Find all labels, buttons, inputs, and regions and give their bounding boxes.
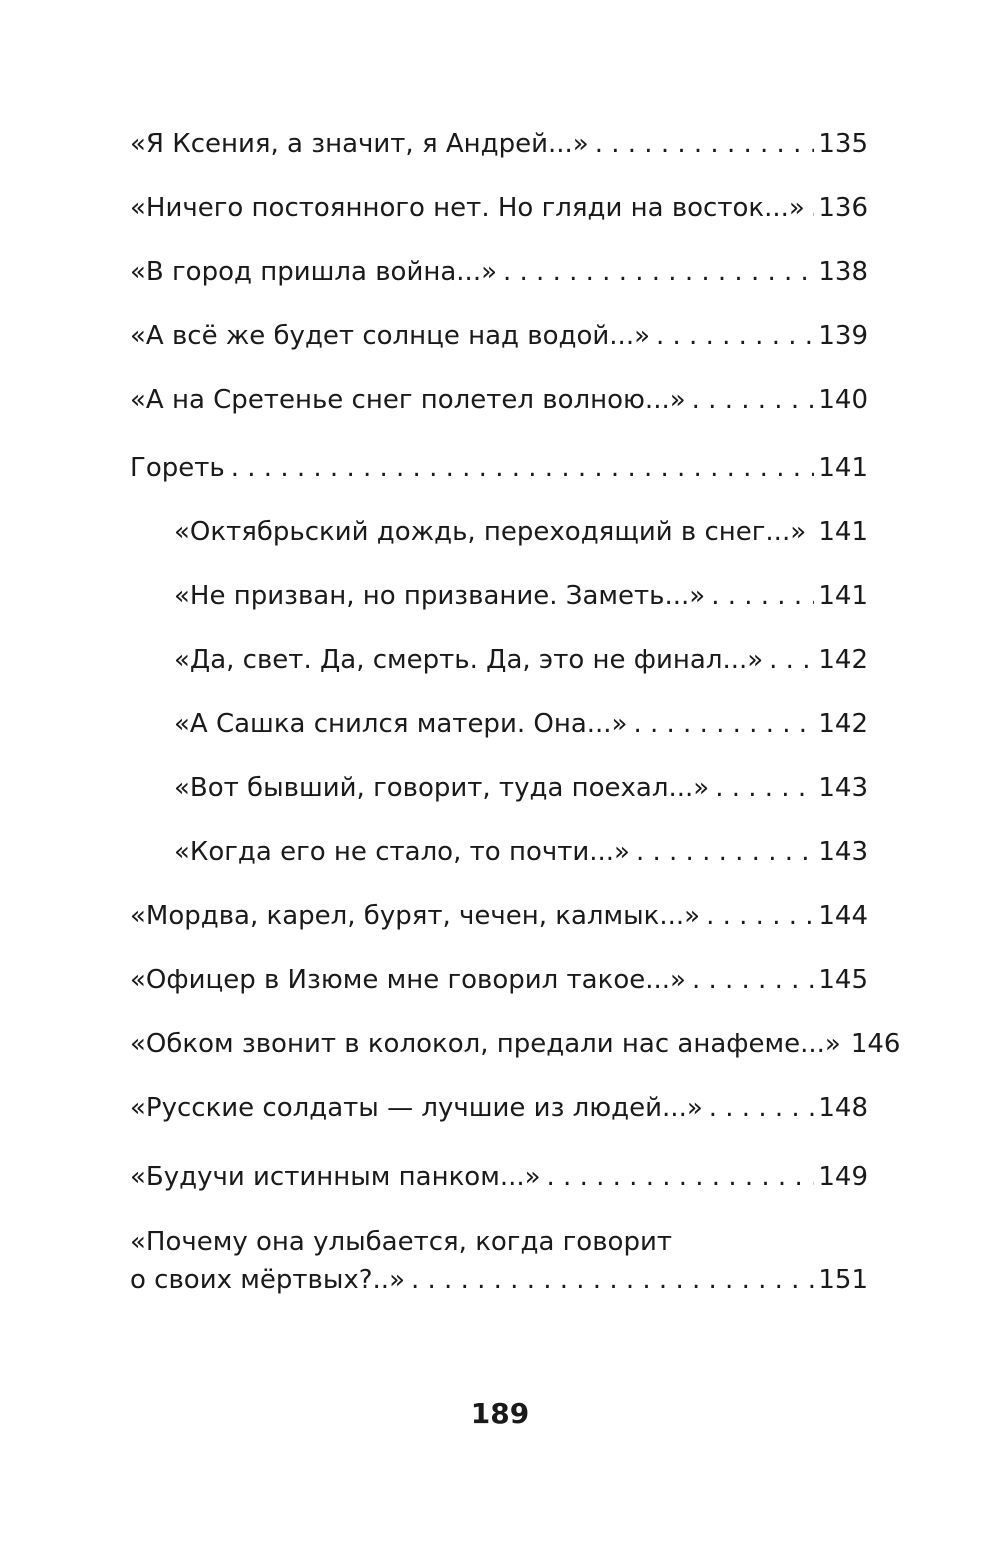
dot-leader [503, 252, 814, 292]
dot-leader [711, 576, 814, 616]
dot-leader [811, 188, 815, 228]
dot-leader [769, 640, 814, 680]
toc-entry-title: «Обком звонит в колокол, предали нас анафеме...» [130, 1029, 841, 1059]
toc-entry-page: 142 [818, 645, 868, 675]
toc-entry-page: 135 [818, 129, 868, 159]
toc-entry-page: 141 [818, 581, 868, 611]
dot-leader [595, 124, 815, 164]
toc-entry-title: «Будучи истинным панком...» [130, 1162, 541, 1192]
toc-entry[interactable] [130, 252, 868, 292]
dot-leader [411, 1260, 814, 1300]
toc-entry[interactable] [130, 1024, 901, 1064]
dot-leader [812, 512, 814, 552]
toc-entry-page: 138 [818, 257, 868, 287]
toc-entry-title: «В город пришла война...» [130, 257, 497, 287]
toc-entry-page: 142 [818, 709, 868, 739]
toc-entry-title: «Да, свет. Да, смерть. Да, это не финал...» [174, 645, 764, 675]
dot-leader [656, 316, 814, 356]
toc-entry-page: 143 [818, 837, 868, 867]
toc-entry-title: «Русские солдаты — лучшие из людей...» [130, 1093, 703, 1123]
toc-entry-page: 141 [818, 453, 868, 483]
dot-leader [715, 768, 814, 808]
toc-entry-title: «Октябрьский дождь, переходящий в снег...» [174, 517, 807, 547]
toc-entry-title: «Не призван, но призвание. Заметь...» [174, 581, 706, 611]
toc-entry-title: «Мордва, карел, бурят, чечен, калмык...» [130, 901, 701, 931]
dot-leader [547, 1157, 815, 1197]
toc-entry-title: «Офицер в Изюме мне говорил такое...» [130, 965, 686, 995]
toc-entry-title: о своих мёртвых?..» [130, 1265, 405, 1295]
toc-entry-page: 144 [818, 901, 868, 931]
toc-entry[interactable] [130, 960, 868, 1000]
toc-subentry[interactable] [174, 512, 868, 552]
toc-subentry[interactable] [174, 832, 868, 872]
toc-entry-page: 143 [818, 773, 868, 803]
toc-entry-page: 146 [850, 1029, 901, 1059]
toc-entry[interactable] [130, 1088, 868, 1128]
dot-leader [231, 448, 815, 488]
dot-leader [633, 704, 814, 744]
toc-section-entry[interactable] [130, 448, 868, 488]
dot-leader [692, 380, 815, 420]
toc-entry-page: 140 [818, 385, 868, 415]
toc-entry-page: 148 [818, 1093, 868, 1123]
toc-entry-title: Гореть [130, 453, 225, 483]
toc-entry[interactable] [130, 1157, 868, 1197]
toc-entry-page: 139 [818, 321, 868, 351]
toc-entry-title-first-line: «Почему она улыбается, когда говорит [130, 1227, 672, 1257]
toc-entry[interactable] [130, 188, 868, 228]
toc-subentry[interactable] [174, 640, 868, 680]
toc-subentry[interactable] [174, 576, 868, 616]
toc-entry[interactable] [130, 1260, 868, 1300]
toc-entry-title: «А всё же будет солнце над водой...» [130, 321, 650, 351]
toc-entry-title: «Когда его не стало, то почти...» [174, 837, 630, 867]
toc-entry-title: «Ничего постоянного нет. Но гляди на восток...» [130, 193, 805, 223]
dot-leader [709, 1088, 815, 1128]
dot-leader [636, 832, 814, 872]
toc-entry[interactable] [130, 316, 868, 356]
toc-entry-title: «А на Сретенье снег полетел волною...» [130, 385, 686, 415]
toc-entry-title: «Я Ксения, а значит, я Андрей...» [130, 129, 589, 159]
toc-subentry[interactable] [174, 704, 868, 744]
toc-entry-page: 141 [818, 517, 868, 547]
dot-leader [692, 960, 814, 1000]
toc-entry[interactable] [130, 896, 868, 936]
toc-entry-page: 151 [818, 1265, 868, 1295]
toc-entry[interactable] [130, 380, 868, 420]
toc-subentry[interactable] [174, 768, 868, 808]
toc-entry-title: «Вот бывший, говорит, туда поехал...» [174, 773, 710, 803]
page-number: 189 [470, 1397, 530, 1430]
toc-entry-page: 145 [818, 965, 868, 995]
toc-entry[interactable] [130, 124, 868, 164]
dot-leader [706, 896, 814, 936]
toc-entry-page: 149 [818, 1162, 868, 1192]
toc-entry-title: «А Сашка снился матери. Она...» [174, 709, 628, 739]
toc-entry-page: 136 [818, 193, 868, 223]
